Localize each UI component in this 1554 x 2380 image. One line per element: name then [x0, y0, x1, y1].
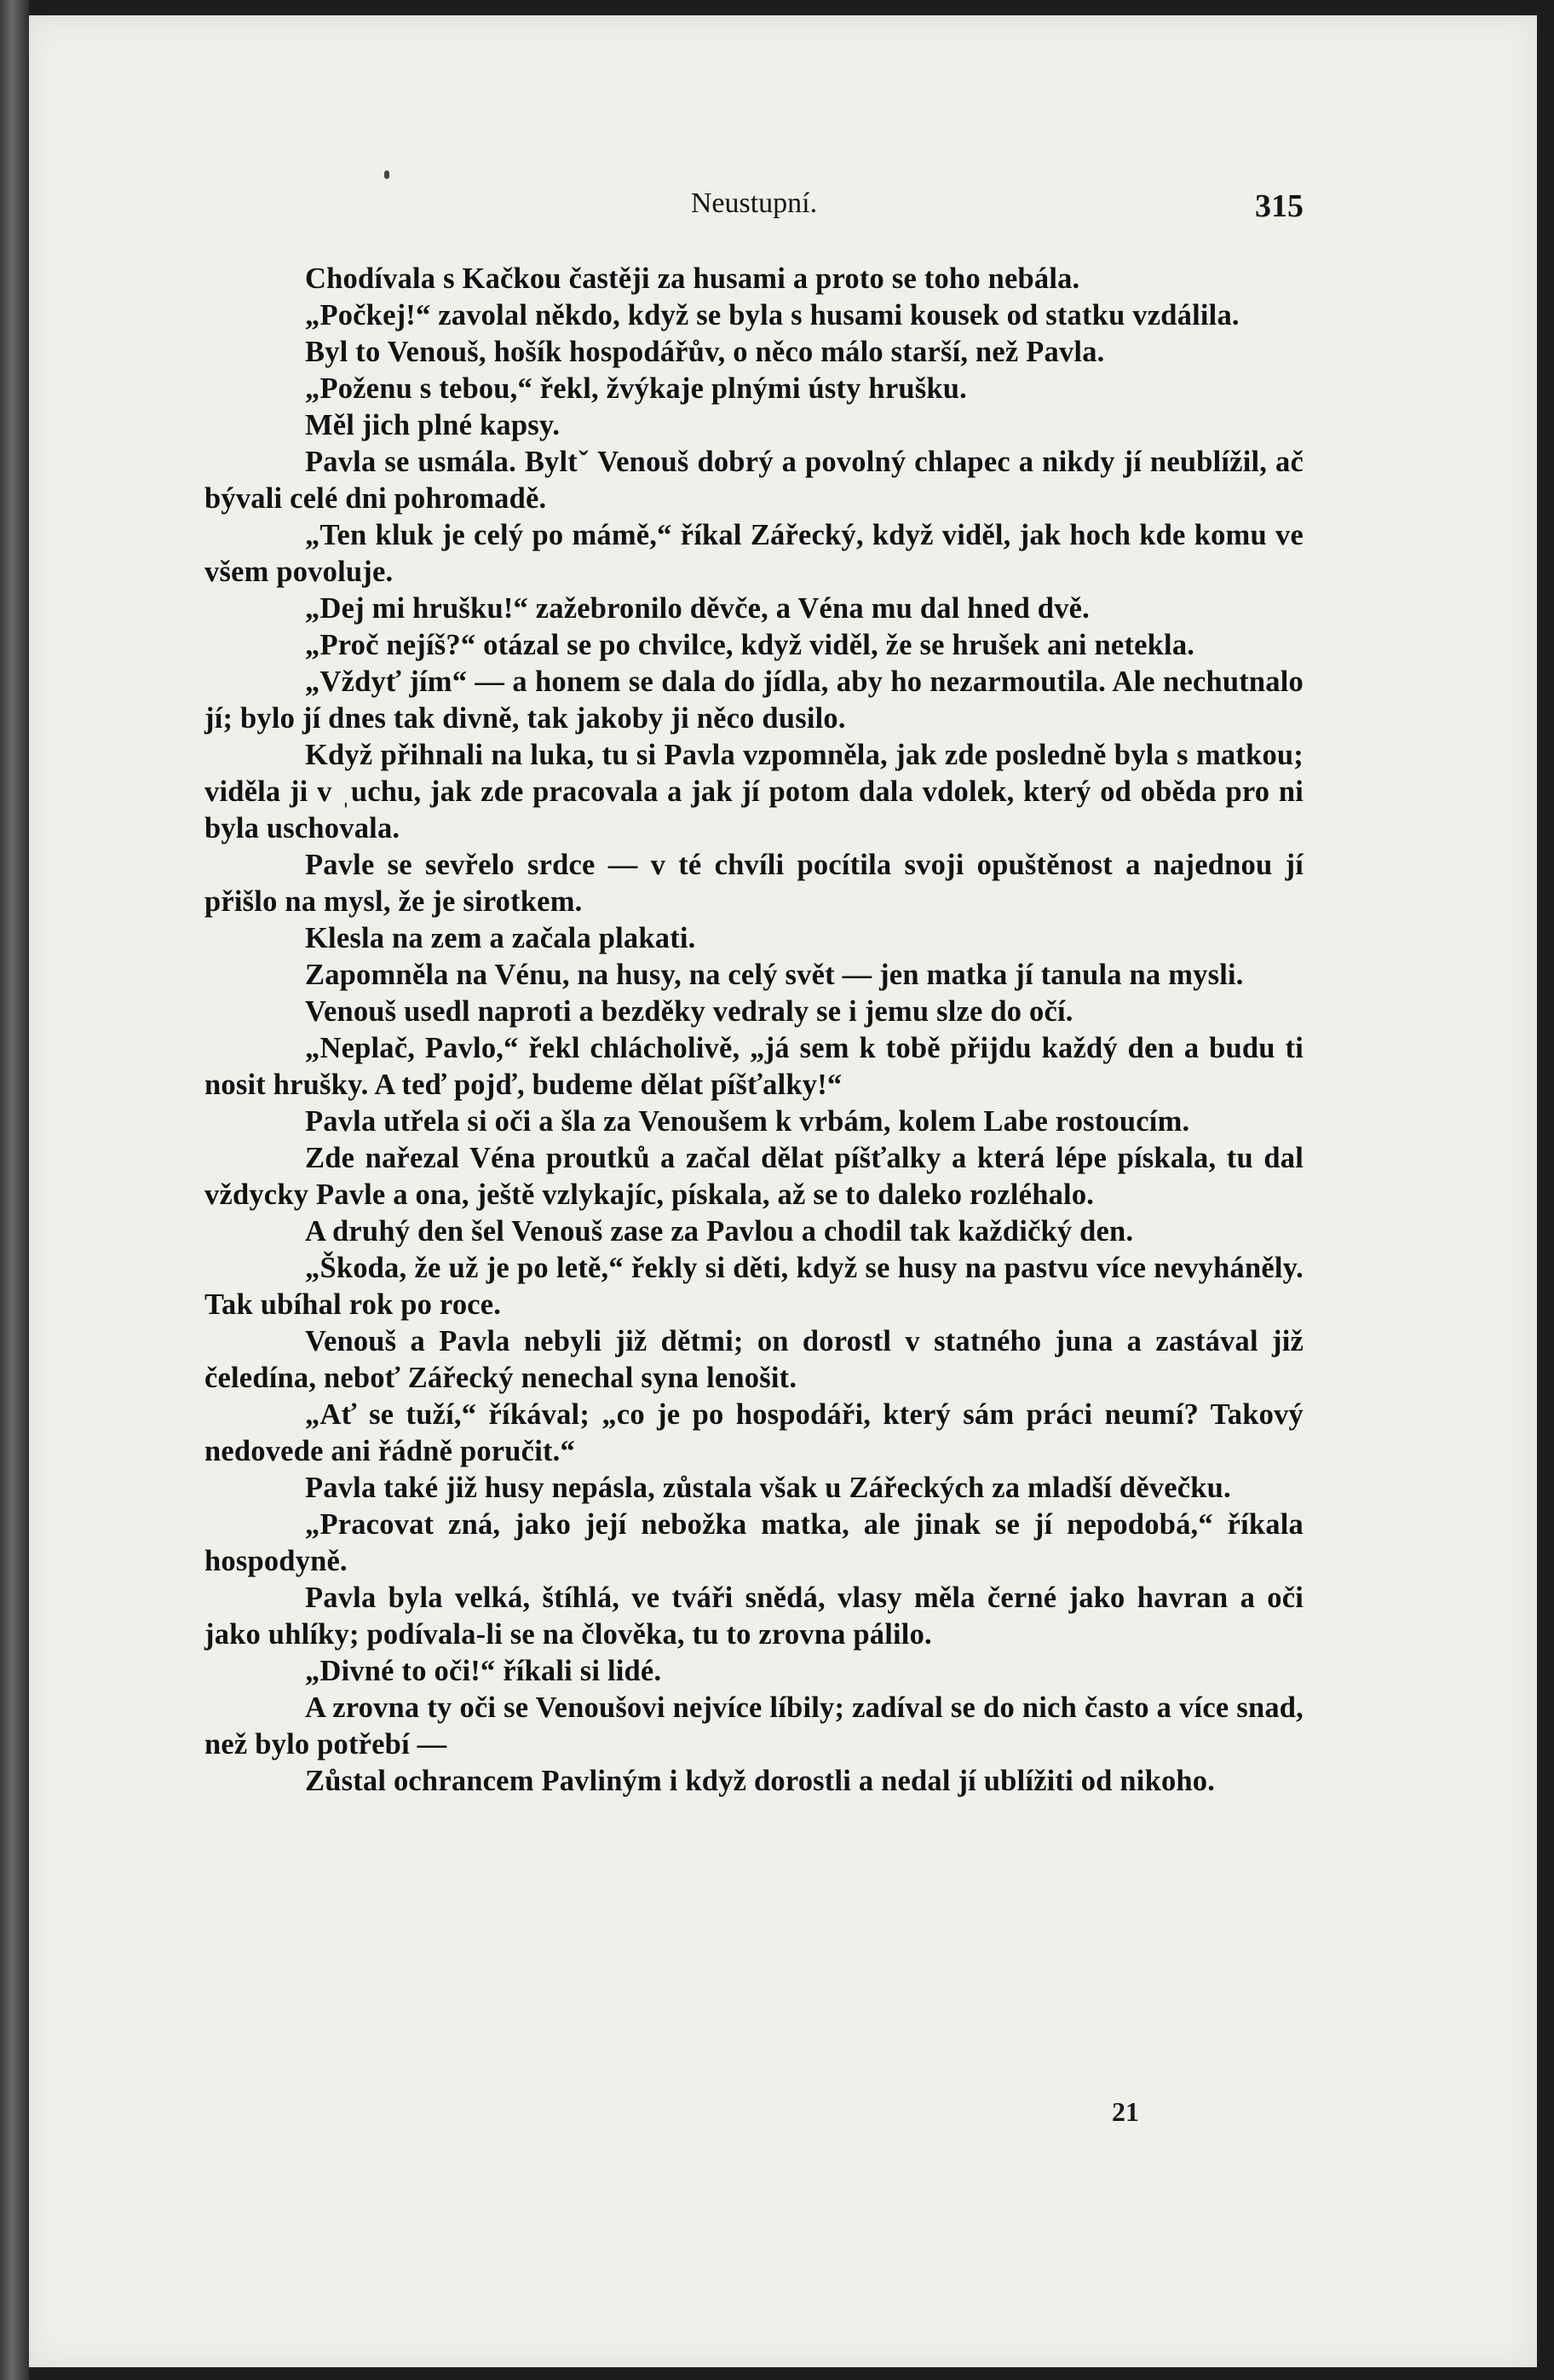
- paragraph: Zde nařezal Véna proutků a začal dělat píšťalky a která lépe pískala, tu dal vždycky Pavle a ona, ještě vzlykajíc, pískala, až se to daleko rozléhalo.: [204, 1142, 1304, 1211]
- paragraph: „Počkej!“ zavolal někdo, když se byla s husami kousek od statku vzdálila.: [305, 299, 1240, 331]
- paragraph: „Neplač, Pavlo,“ řekl chlácholivě, „já sem k tobě přijdu každý den a budu ti nosit hrušky. A teď pojď, budeme dělat píšťalky!“: [204, 1032, 1304, 1101]
- paragraph: Venouš usedl naproti a bezděky vedraly se i jemu slze do očí.: [305, 995, 1073, 1028]
- running-title: Neustupní.: [690, 187, 818, 219]
- paragraph: A zrovna ty oči se Venoušovi nejvíce líbily; zadíval se do nich často a více snad, než bylo potřebí —: [204, 1691, 1304, 1761]
- page-header: [204, 179, 1304, 230]
- paragraph: „Pracovat zná, jako její nebožka matka, ale jinak se jí nepodobá,“ říkala hospodyně.: [204, 1508, 1304, 1577]
- paragraph: Zapomněla na Vénu, na husy, na celý svět — jen matka jí tanula na mysli.: [305, 959, 1244, 991]
- paragraph: Pavla také již husy nepásla, zůstala však u Zářeckých za mladší děvečku.: [305, 1472, 1231, 1504]
- paragraph: Pavla utřela si oči a šla za Venoušem k vrbám, kolem Labe rostoucím.: [305, 1105, 1190, 1138]
- paragraph: „Divné to oči!“ říkali si lidé.: [305, 1655, 662, 1687]
- paragraph: Pavle se sevřelo srdce — v té chvíli pocítila svoji opuštěnost a najednou jí přišlo na mysl, že je sirotkem.: [204, 849, 1304, 918]
- paragraph: Byl to Venouš, hošík hospodářův, o něco málo starší, než Pavla.: [305, 336, 1105, 368]
- paragraph: Měl jich plné kapsy.: [305, 409, 561, 441]
- paragraph: Klesla na zem a začala plakati.: [305, 922, 696, 954]
- paragraph: Zůstal ochrancem Pavliným i když dorostli a nedal jí ublížiti od nikoho.: [305, 1765, 1216, 1797]
- paragraph: Když přihnali na luka, tu si Pavla vzpomněla, jak zde posledně byla s matkou; viděla ji v ˌuchu, jak zde pracovala a jak jí potom dala vdolek, který od oběda pro ni byla uschovala.: [204, 739, 1304, 844]
- paragraph: Venouš a Pavla nebyli již dětmi; on dorostl v statného juna a zastával již čeledína, neboť Zářecký nenechal syna lenošit.: [204, 1325, 1304, 1394]
- ink-speck: [384, 170, 389, 179]
- paragraph: „Ten kluk je celý po mámě,“ říkal Zářecký, když viděl, jak hoch kde komu ve všem povoluje.: [204, 519, 1304, 588]
- body-text: [204, 261, 1304, 1800]
- paragraph: A druhý den šel Venouš zase za Pavlou a chodil tak každičký den.: [305, 1215, 1134, 1248]
- paragraph: „Poženu s tebou,“ řekl, žvýkaje plnými ústy hrušku.: [305, 372, 967, 405]
- paragraph: „Dej mi hrušku!“ zažebronilo děvče, a Véna mu dal hned dvě.: [305, 592, 1090, 625]
- page-number: 315: [1255, 188, 1304, 224]
- paragraph: Chodívala s Kačkou častěji za husami a proto se toho nebála.: [305, 262, 1080, 295]
- paragraph: Pavla byla velká, štíhlá, ve tváři snědá, vlasy měla černé jako havran a oči jako uhlíky; podívala-li se na člověka, tu to zrovna pálilo.: [204, 1582, 1304, 1651]
- book-spine-edge: [0, 0, 29, 2380]
- paragraph: Pavla se usmála. Byltˇ Venouš dobrý a povolný chlapec a nikdy jí neublížil, ač bývali celé dni pohromadě.: [204, 446, 1304, 515]
- paragraph: „Proč nejíš?“ otázal se po chvilce, když viděl, že se hrušek ani netekla.: [305, 629, 1195, 661]
- signature-mark: 21: [1112, 2096, 1139, 2127]
- paragraph: „Škoda, že už je po letě,“ řekly si děti, když se husy na pastvu více nevyháněly. Tak ubíhal rok po roce.: [204, 1252, 1304, 1321]
- paragraph: „Ať se tuží,“ říkával; „co je po hospodáři, který sám práci neumí? Takový nedovede ani řádně poručit.“: [204, 1398, 1304, 1467]
- paragraph: „Vždyť jím“ — a honem se dala do jídla, aby ho nezarmoutila. Ale nechutnalo jí; bylo jí dnes tak divně, tak jakoby ji něco dusilo.: [204, 666, 1304, 735]
